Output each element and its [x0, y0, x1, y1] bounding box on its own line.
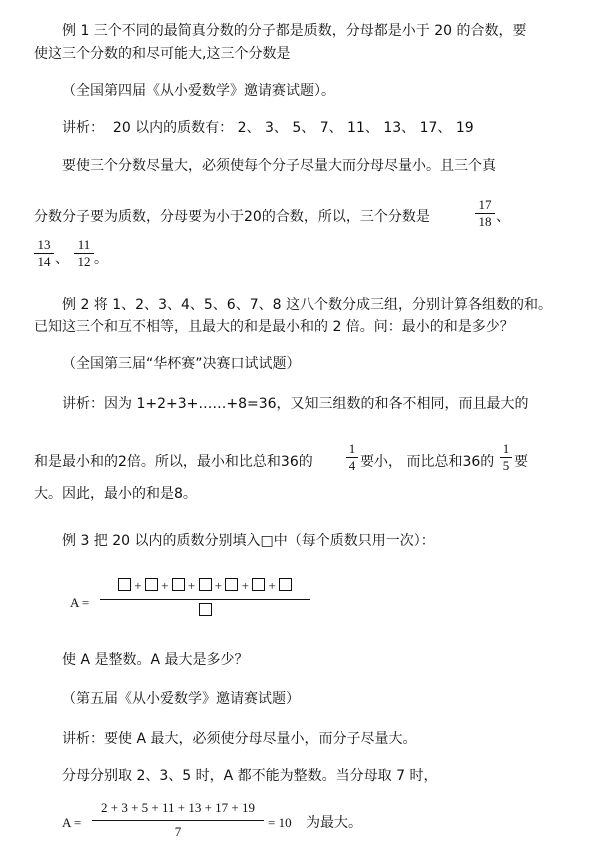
plus-sign: + — [268, 578, 276, 593]
fraction-denominator: 18 — [478, 214, 492, 229]
fraction-numerator: 13 — [37, 237, 51, 252]
ex3-formula-denominator — [100, 603, 310, 619]
ex3-line1: 例 3 把 20 以内的质数分别填入□中（每个质数只用一次）： — [62, 533, 435, 549]
fraction-numerator: 11 — [77, 237, 91, 252]
ex2-fraction-quarter — [346, 442, 358, 473]
ex3-source: （第五届《从小爱数学》邀请赛试题） — [62, 691, 300, 707]
plus-sign: + — [134, 578, 142, 593]
ex2-line2: 已知这三个和互不相等，且最大的和是最小和的 2 倍。问：最小的和是多少？ — [34, 319, 514, 335]
blank-box — [199, 603, 212, 616]
fraction-numerator: 1 — [348, 441, 356, 456]
ex1-analysis — [62, 119, 474, 137]
plus-sign: + — [214, 578, 223, 593]
ex3-final-rhs: = 10 — [268, 815, 292, 830]
ex3-final-bar — [92, 820, 264, 821]
ex1-primes: 20 以内的质数有： 2、 3、 5、 7、 11、 13、 17、 19 — [112, 120, 474, 136]
ex2-analysis2c: 要 — [514, 454, 528, 470]
ex3-question: 使 A 是整数。A 最大是多少？ — [62, 652, 249, 668]
ex3-analysis2: 分母分别取 2、3、5 时，A 都不能为整数。当分母取 7 时， — [62, 768, 438, 784]
ex1-fraction-2 — [34, 238, 54, 269]
ex2-analysis1: 讲析：因为 1+2+3+……+8=36，又知三组数的和各不相同，而且最大的 — [62, 396, 529, 412]
blank-box — [225, 578, 238, 591]
ex3-final-lhs: A = — [62, 815, 82, 830]
ex3-final-tail: 为最大。 — [306, 815, 362, 831]
plus-sign: + — [241, 578, 249, 593]
fraction-denominator: 5 — [502, 458, 510, 473]
ex1-sep2: 、 — [55, 251, 69, 267]
ex2-source: （全国第三届“华杯赛”决赛口试试题） — [62, 356, 301, 372]
ex1-end: 。 — [94, 251, 108, 267]
ex3-formula-lhs: A = — [70, 595, 90, 610]
fraction-numerator: 17 — [478, 197, 492, 212]
blank-box — [172, 578, 185, 591]
ex1-para2: 分数分子要为质数，分母要为小于20的合数，所以，三个分数是 — [34, 209, 430, 225]
ex2-analysis2a: 和是最小和的2倍。所以，最小和比总和36的 — [34, 454, 313, 470]
fraction-denominator: 12 — [77, 254, 91, 269]
plus-sign: + — [187, 578, 196, 593]
fraction-denominator: 4 — [348, 458, 356, 473]
blank-box — [252, 578, 265, 591]
plus-sign: + — [161, 578, 169, 593]
ex2-fraction-fifth — [500, 442, 512, 473]
ex3-final-denominator: 7 — [174, 824, 182, 839]
blank-box — [199, 578, 212, 591]
ex1-fraction-1 — [475, 198, 495, 229]
fraction-denominator: 14 — [37, 254, 51, 269]
ex2-analysis2b: 要小， 而比总和36的 — [360, 454, 495, 470]
ex2-line1: 例 2 将 1、2、3、4、5、6、7、8 这八个数分成三组，分别计算各组数的和。 — [62, 297, 552, 313]
ex3-analysis1: 讲析：要使 A 最大，必须使分母尽量小，而分子尽量大。 — [62, 731, 417, 747]
ex1-sep1: 、 — [496, 209, 510, 225]
ex1-line2: 使这三个分数的和尽可能大,这三个分数是 — [34, 46, 291, 62]
ex3-fraction-bar — [100, 599, 310, 600]
ex3-final-numerator: 2 + 3 + 5 + 11 + 13 + 17 + 19 — [100, 800, 255, 815]
ex1-analysis-label: 讲析： — [62, 120, 104, 136]
fraction-numerator: 1 — [502, 441, 510, 456]
blank-box — [118, 578, 131, 591]
ex2-analysis3: 大。因此，最小的和是8。 — [34, 486, 197, 502]
blank-box — [145, 578, 158, 591]
blank-box — [279, 578, 292, 591]
ex1-para1: 要使三个分数尽量大，必须使每个分子尽量大而分母尽量小。且三个真 — [62, 158, 496, 174]
ex1-line1: 例 1 三个不同的最简真分数的分子都是质数，分母都是小于 20 的合数，要 — [62, 23, 527, 39]
ex3-formula-numerator — [100, 578, 310, 594]
ex1-source: （全国第四届《从小爱数学》邀请赛试题）。 — [62, 83, 335, 99]
ex1-fraction-3 — [74, 238, 94, 269]
